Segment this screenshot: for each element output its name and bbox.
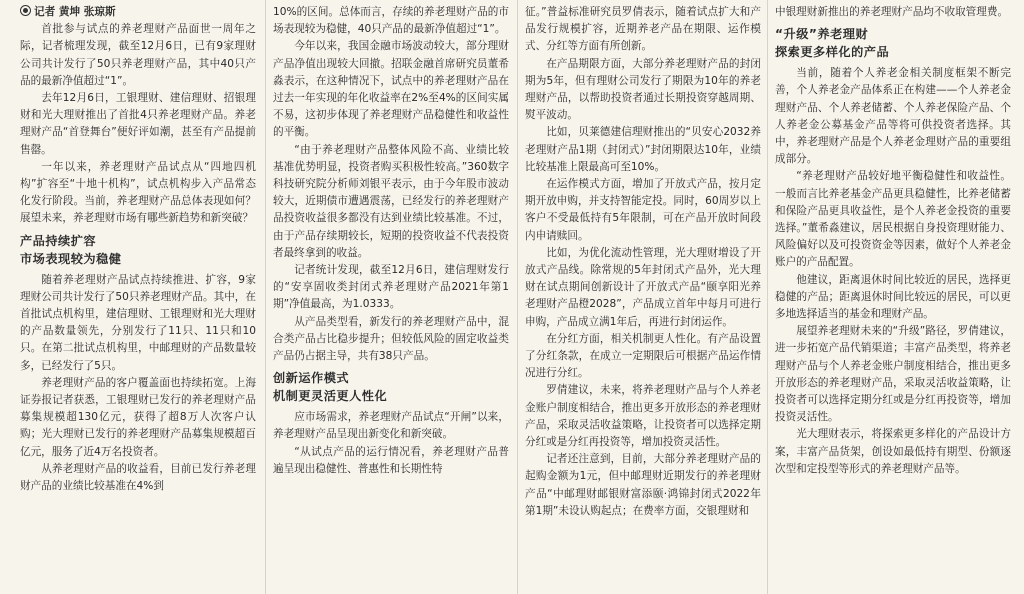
paragraph: 在运作模式方面，增加了开放式产品，按月定期开放申购，并支持智能定投。同时，60周岁以上客户不受最低持有5年限制，可在产品开放时间段内申请赎回。 — [525, 178, 761, 242]
paragraph: 展望养老理财未来的“升级”路径，罗倩建议，进一步拓宽产品代销渠道；丰富产品类型，将养老理财产品与个人养老金账户制度相结合，推出更多开放形态的养老理财产品，采取灵活收益策略，让投资者可以选择定期分红或是分红再投资等，增加投资灵活性。 — [775, 325, 1011, 424]
paragraph: 10%的区间。总体而言，存续的养老理财产品的市场表现较为稳健，40只产品的最新净值超过“1”。 — [273, 6, 509, 36]
paragraph: 记者统计发现，截至12月6日，建信理财发行的“安享固收类封闭式养老理财产品2021年第1期”净值最高，为1.0333。 — [273, 264, 509, 311]
byline: 记者 黄坤 张琼斯 — [20, 4, 256, 21]
paragraph: 从产品类型看，新发行的养老理财产品中，混合类产品占比稳步提升；但较低风险的固定收益类产品仍占据主导，共有38只产品。 — [273, 315, 509, 363]
paragraph: 首批参与试点的养老理财产品面世一周年之际，记者梳理发现，截至12月6日，已有9家理财公司共计发行了50只养老理财产品，其中40只产品的最新净值超过“1”。 — [20, 23, 256, 87]
section-heading: 产品持续扩容 市场表现较为稳健 — [20, 233, 122, 266]
paragraph: 随着养老理财产品试点持续推进、扩容，9家理财公司共计发行了50只养老理财产品。其中，在首批试点机构里，建信理财、工银理财和光大理财的产品数量领先，分别发行了11只、11只和10只。在第二批试点机构里，中邮理财的产品数量较多，已经发行了5只。 — [20, 273, 256, 372]
paragraph: 去年12月6日，工银理财、建信理财、招银理财和光大理财推出了首批4只养老理财产品。养老理财产品“首登舞台”便好评如潮，甚至有产品提前售罄。 — [20, 92, 256, 156]
paragraph: 养老理财产品的客户覆盖面也持续拓宽。上海证券报记者获悉，工银理财已发行的养老理财产品募集规模超130亿元，获得了超8万人次客户认购；光大理财已发行的养老理财产品募集规模超百亿元，服务了近4万名投资者。 — [20, 376, 256, 458]
paragraph: 一年以来，养老理财产品试点从“四地四机构”扩容至“十地十机构”，试点机构步入产品常态化发行阶段。当前，养老理财产品总体表现如何？展望未来，养老理财市场有哪些新趋势和新突破？ — [20, 160, 256, 225]
paragraph: 在分红方面，相关机制更人性化。有产品设置了分红条款，在成立一定期限后可根据产品运作情况进行分红。 — [525, 332, 761, 380]
column-2 — [273, 4, 509, 594]
paragraph: 今年以来，我国金融市场波动较大，部分理财产品净值出现较大回撤。招联金融首席研究员董希淼表示，在这种情况下，试点中的养老理财产品在过去一年实现的年化收益率在2%至4%的区间实属不易，这初步体现了养老理财产品稳健性和收益性的平衡。 — [273, 40, 509, 139]
section-heading: “升级”养老理财 探索更多样化的产品 — [775, 27, 890, 60]
paragraph: “由于养老理财产品整体风险不高、业绩比较基准优势明显，投资者购买积极性较高。”360数字科技研究院分析师刘银平表示，由于今年股市波动较大，近期债市遭遇震荡，已经发行的养老理财产品投资收益很多都没有达到业绩比较基准。不过，由于产品存续期较长，短期的投资收益不代表投资者最终拿到的收益。 — [273, 143, 509, 259]
paragraph: 从养老理财产品的收益看，目前已发行养老理财产品的业绩比较基准在4%到 — [20, 462, 256, 493]
paragraph: 中银理财新推出的养老理财产品均不收取管理费。 — [775, 6, 1009, 18]
paragraph: 当前，随着个人养老金相关制度框架不断完善，个人养老金产品体系正在构建——个人养老金理财产品、个人养老储蓄、个人养老保险产品、个人养老金公募基金产品等将可供投资者选择。其中，养老理财产品是个人养老金理财产品的重要组成部分。 — [775, 67, 1011, 166]
bullet-circle-icon — [20, 5, 31, 16]
paragraph: 光大理财表示，将探索更多样化的产品设计方案，丰富产品货架，创设如最低持有期型、份额逐次型和定投型等形式的养老理财产品等。 — [775, 428, 1011, 475]
paragraph: 在产品期限方面，大部分养老理财产品的封闭期为5年，但有理财公司发行了期限为10年的养老理财产品，以帮助投资者通过长期投资穿越周期、熨平波动。 — [525, 57, 761, 122]
column-1 — [20, 4, 256, 594]
section-heading: 创新运作模式 机制更灵活更人性化 — [273, 371, 388, 404]
paragraph: 记者还注意到，目前，大部分养老理财产品的起购金额为1元，但中邮理财近期发行的养老理财产品“中邮理财邮银财富添颐·鸿锦封闭式2022年第1期”未设认购起点；在费率方面，交银理财和 — [525, 453, 761, 517]
column-3 — [525, 4, 761, 594]
paragraph: 他建议，距离退休时间比较近的居民，选择更稳健的产品；距离退休时间比较远的居民，可以更多地选择适当的基金和理财产品。 — [775, 273, 1011, 321]
paragraph: “从试点产品的运行情况看，养老理财产品普遍呈现出稳健性、普惠性和长期性特 — [273, 445, 509, 475]
paragraph: 应市场需求，养老理财产品试点“开闸”以来，养老理财产品呈现出新变化和新突破。 — [273, 411, 509, 441]
paragraph: 比如，为优化流动性管理，光大理财增设了开放式产品线。除常规的5年封闭式产品外，光大理财在试点期间创新设计了开放式产品“颐享阳光养老理财产品橙2028”，产品成立首年中每月可进行申购，产品成立满1年后，再进行封闭运作。 — [525, 246, 761, 328]
paragraph: 罗倩建议，未来，将养老理财产品与个人养老金账户制度相结合，推出更多开放形态的养老理财产品，采取灵活收益策略，让投资者可以选择定期分红或是分红再投资等，增加投资灵活性。 — [525, 384, 761, 449]
column-divider — [517, 0, 518, 594]
column-4 — [775, 4, 1011, 594]
column-divider — [265, 0, 266, 594]
column-divider — [767, 0, 768, 594]
paragraph: “养老理财产品较好地平衡稳健性和收益性。一般而言比养老基金产品更具稳健性，比养老储蓄和保险产品更具收益性，是个人养老金投资的重要选择。”董希淼建议，居民根据自身投资理财能力、风险偏好以及可投资资金等因素，做好个人养老金账户的产品配置。 — [775, 170, 1011, 269]
paragraph: 比如，贝莱德建信理财推出的“贝安心2032养老理财产品1期（封闭式）”封闭期限达10年，业绩比较基准上限最高可至10%。 — [525, 126, 761, 173]
paragraph: 征。”普益标准研究员罗倩表示，随着试点扩大和产品发行规模扩容，近期养老产品在期限、运作模式、分红等方面有所创新。 — [525, 6, 761, 53]
